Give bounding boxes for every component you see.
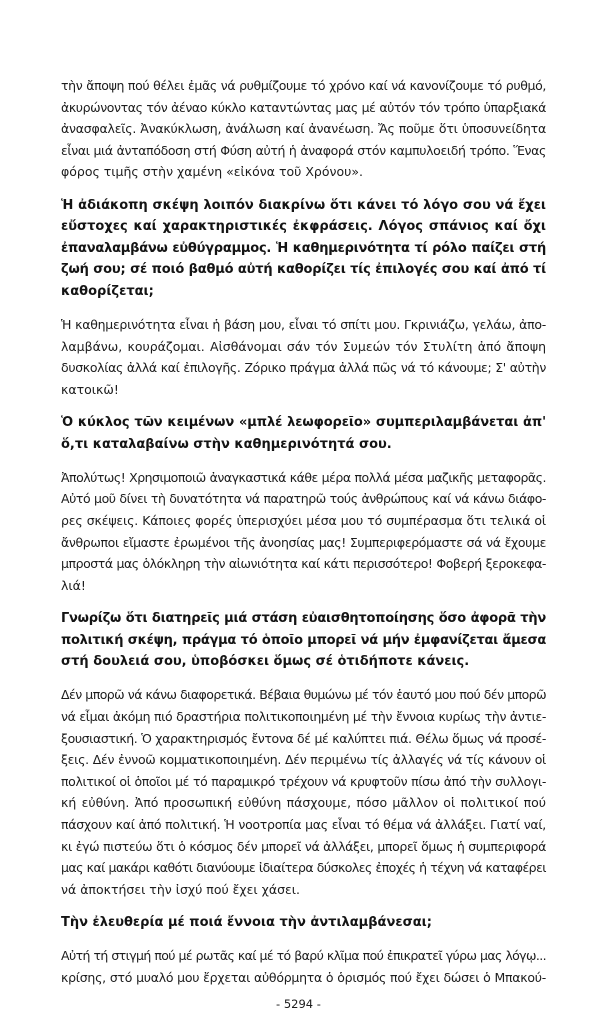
question-paragraph <box>61 912 546 934</box>
text-line: ἄνθρωποι εἴμαστε ἐρωμένοι τῆς ἀνοησίας μας! Συμπεριφερόμαστε σά νά ἔχουμε <box>61 534 546 550</box>
text-line: Αὐτό μοῦ δίνει τὴ δυνατότητα νά παρατηρῶ τούς ἀνθρώπους καί νά κάνω διάφο- <box>61 491 546 507</box>
text-line: Τὴν ἐλευθερία μέ ποιά ἔννοια τὴν ἀντιλαμβάνεσαι; <box>61 914 432 930</box>
answer-paragraph <box>61 684 546 900</box>
text-line: Ἡ καθημερινότητα εἶναι ἡ βάση μου, εἶναι τό σπίτι μου. Γκρινιάζω, γελάω, ἀπο- <box>61 317 546 333</box>
question-paragraph <box>61 608 546 673</box>
text-line: ἀκυρώνοντας τόν ἀέναο κύκλο καταντώντας μας μέ αὐτόν τόν τρόπο ὑπαρξιακά <box>61 99 546 115</box>
text-line: εὔστοχες καί χαρακτηριστικές ἐκφράσεις. Λόγος σπάνιος καί ὄχι <box>61 219 546 235</box>
text-line: ὅ,τι καταλαβαίνω στὴν καθημερινότητά σου. <box>61 436 392 452</box>
text-line: νά εἶμαι ἀκόμη πιό δραστήρια πολιτικοποιημένη μέ τὴν ἔννοια κυρίως τὴν ἀντιε- <box>61 709 546 724</box>
text-line: ἀνασφαλεῖς. Ἀνακύκλωση, ἀνάλωση καί ἀνανέωση. Ἄς ποῦμε ὅτι ὑποσυνείδητα <box>61 121 546 137</box>
page-number: - 5294 - <box>276 997 321 1011</box>
text-line: τὴν ἄποψη πού θέλει ἐμᾶς νά ρυθμίζουμε τό χρόνο καί νά κανονίζουμε τό ρυθμό, <box>61 78 546 93</box>
text-line: ἐπαναλαμβάνω εὐθύγραμμος. Ἡ καθημερινότητα τί ρόλο παίζει στή <box>61 240 546 256</box>
text-line: Γνωρίζω ὅτι διατηρεῖς μιά στάση εὐαισθητοποίησης ὅσο ἀφορᾶ τὴν <box>61 611 546 627</box>
text-line: καθορίζεται; <box>61 283 154 299</box>
text-line: ξεις. Δέν ἐννοῶ κομματικοποιημένη. Δέν περιμένω τίς ἀλλαγές νά τίς κάνουν οἱ <box>61 752 546 768</box>
text-line: δυσκολίας ἀλλά καί ἐπιλογῆς. Ζόρικο πράγμα ἀλλά πῶς νά τό κάνουμε; Σ' αὐτὴν <box>61 360 546 376</box>
text-line: λιά! <box>61 577 86 593</box>
text-line: πάσχουν καί ἀπό πολιτική. Ἡ νοοτροπία μας εἶναι τό θέμα νά ἀλλάξει. Γιατί ναί, <box>61 816 546 832</box>
text-line: Ὁ κύκλος τῶν κειμένων «μπλέ λεωφορεῖο» συμπεριλαμβάνεται ἀπ' <box>61 415 546 431</box>
continued-paragraph <box>61 75 546 183</box>
text-line: Ἡ ἀδιάκοπη σκέψη λοιπόν διακρίνω ὅτι κάνει τό λόγο σου νά ἔχει <box>61 197 546 213</box>
text-line: ρες σκέψεις. Κάποιες φορές ὑπερισχύει μέσα μου τό συμπέρασμα ὅτι τελικά οἱ <box>61 513 546 529</box>
text-line: κή εὐθύνη. Ἀπό προσωπική εὐθύνη πάσχουμε, πόσο μᾶλλον οἱ πολιτικοί πού <box>61 795 546 811</box>
answer-paragraph <box>61 314 546 400</box>
text-line: εἶναι μιά ἀνταπόδοση στή Φύση αὐτή ἡ ἀναφορά στόν καμπυλοειδή τρόπο. Ἕνας <box>61 142 546 158</box>
text-line: λαμβάνω, κουράζομαι. Αἰσθάνομαι σάν τόν Συμεών τόν Στυλίτη ἀπό ἄποψη <box>61 338 546 354</box>
answer-paragraph <box>61 945 546 988</box>
text-line: μπροστά μας ὁλόκληρη τὴν αἰωνιότητα καί κάτι περισσότερο! Φοβερή ξεροκεφα- <box>61 556 546 572</box>
text-line: Αὐτή τή στιγμή πού μέ ρωτᾶς καί μέ τό βαρύ κλῖμα πού ἐπικρατεῖ γύρω μας λόγῳ... <box>61 948 546 964</box>
text-line: μας καί μακάρι καθότι διανύουμε ἰδιαίτερα δύσκολες ἐποχές ἡ τέχνη νά καταφέρει <box>61 860 546 876</box>
text-line: νά ἀποκτήσει τὴν ἰσχύ πού ἔχει χάσει. <box>61 881 300 897</box>
question-paragraph <box>61 412 546 455</box>
text-line: φόρος τιμῆς στὴν χαμένη «εἰκόνα τοῦ Χρόνου». <box>61 164 363 180</box>
text-line: κρίσης, στό μυαλό μου ἔρχεται αὐθόρμητα ὁ ὁρισμός πού ἔχει δώσει ὁ Μπακού- <box>61 969 546 985</box>
text-line: στή δουλειά σου, ὑποβόσκει ὅμως σέ ὁτιδήποτε κάνεις. <box>61 654 470 670</box>
text-line: πολιτική σκέψη, πράγμα τό ὁποῖο μπορεῖ νά μήν ἐμφανίζεται ἄμεσα <box>61 632 546 648</box>
text-line: ζωή σου; σέ ποιό βαθμό αὐτή καθορίζει τίς ἐπιλογές σου καί ἀπό τί <box>61 262 546 278</box>
text-line: κι ἐγώ πιστεύω ὅτι ὁ κόσμος δέν μπορεῖ νά ἀλλάξει, μπορεῖ ὅμως ἡ συμπεριφορά <box>61 838 546 854</box>
text-line: Ἀπολύτως! Χρησιμοποιῶ ἀναγκαστικά κάθε μέρα πολλά μέσα μαζικῆς μεταφορᾶς. <box>61 469 546 485</box>
text-line: ξουσιαστική. Ὁ χαρακτηρισμός ἔντονα δέ μέ καλύπτει πιά. Θέλω ὅμως νά προσέ- <box>61 730 546 746</box>
text-line: πολιτικοί οἱ ὁποῖοι μέ τό παραμικρό τρέχουν νά κρυφτοῦν πίσω ἀπό τὴν συλλογι- <box>61 773 546 789</box>
text-line: Δέν μπορῶ νά κάνω διαφορετικά. Βέβαια θυμώνω μέ τόν ἑαυτό μου πού δέν μπορῶ <box>61 687 546 703</box>
text-block <box>61 75 546 1000</box>
answer-paragraph <box>61 467 546 597</box>
question-paragraph <box>61 195 546 303</box>
text-line: κατοικῶ! <box>61 381 119 397</box>
